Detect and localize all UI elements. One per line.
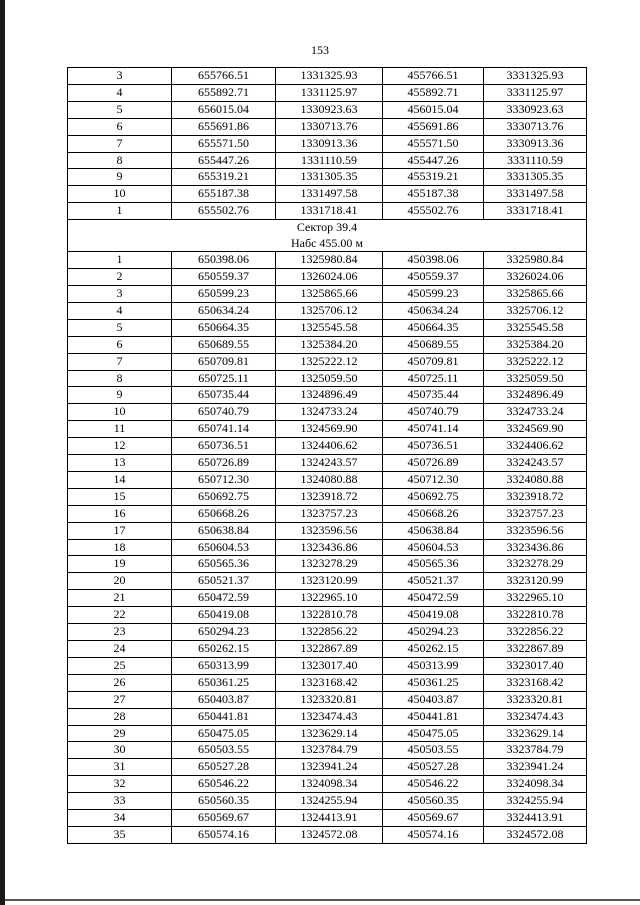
x-coordinate-cell: 650546.22	[172, 776, 276, 793]
y-coordinate-cell: 1326024.06	[276, 269, 383, 286]
y-local-coordinate-cell: 3325545.58	[484, 319, 587, 336]
table-row	[68, 319, 587, 336]
x-coordinate-cell: 655187.38	[172, 186, 276, 203]
x-coordinate-cell: 650560.35	[172, 793, 276, 810]
point-number-cell: 7	[68, 135, 172, 152]
y-coordinate-cell: 1331325.93	[276, 68, 383, 85]
x-local-coordinate-cell: 450361.25	[383, 674, 484, 691]
x-local-coordinate-cell: 450262.15	[383, 641, 484, 658]
x-coordinate-cell: 650689.55	[172, 336, 276, 353]
sector-subtitle: Набс 455.00 м	[290, 235, 364, 250]
y-local-coordinate-cell: 3323941.24	[484, 759, 587, 776]
point-number-cell: 7	[68, 353, 172, 370]
y-local-coordinate-cell: 3324733.24	[484, 404, 587, 421]
point-number-cell: 3	[68, 68, 172, 85]
table-row	[68, 776, 587, 793]
x-coordinate-cell: 650262.15	[172, 641, 276, 658]
x-local-coordinate-cell: 450398.06	[383, 252, 484, 269]
y-local-coordinate-cell: 3323474.43	[484, 708, 587, 725]
table-row	[68, 285, 587, 302]
y-coordinate-cell: 1331497.58	[276, 186, 383, 203]
y-local-coordinate-cell: 3324413.91	[484, 810, 587, 827]
point-number-cell: 30	[68, 742, 172, 759]
x-coordinate-cell: 655691.86	[172, 118, 276, 135]
y-coordinate-cell: 1323918.72	[276, 488, 383, 505]
table-row	[68, 152, 587, 169]
y-coordinate-cell: 1331110.59	[276, 152, 383, 169]
y-coordinate-cell: 1324733.24	[276, 404, 383, 421]
table-row	[68, 169, 587, 186]
table-block-2	[68, 252, 587, 844]
y-local-coordinate-cell: 3325865.66	[484, 285, 587, 302]
y-coordinate-cell: 1324572.08	[276, 826, 383, 843]
y-coordinate-cell: 1322965.10	[276, 590, 383, 607]
x-local-coordinate-cell: 450472.59	[383, 590, 484, 607]
y-coordinate-cell: 1325384.20	[276, 336, 383, 353]
x-local-coordinate-cell: 450521.37	[383, 573, 484, 590]
x-coordinate-cell: 650668.26	[172, 505, 276, 522]
y-local-coordinate-cell: 3331305.35	[484, 169, 587, 186]
y-local-coordinate-cell: 3323596.56	[484, 522, 587, 539]
y-coordinate-cell: 1330713.76	[276, 118, 383, 135]
y-local-coordinate-cell: 3331110.59	[484, 152, 587, 169]
table-row	[68, 387, 587, 404]
point-number-cell: 20	[68, 573, 172, 590]
x-local-coordinate-cell: 450527.28	[383, 759, 484, 776]
table-row	[68, 186, 587, 203]
point-number-cell: 2	[68, 269, 172, 286]
x-coordinate-cell: 655892.71	[172, 84, 276, 101]
x-coordinate-cell: 650634.24	[172, 302, 276, 319]
x-coordinate-cell: 650726.89	[172, 455, 276, 472]
point-number-cell: 5	[68, 319, 172, 336]
point-number-cell: 4	[68, 302, 172, 319]
x-coordinate-cell: 650503.55	[172, 742, 276, 759]
y-local-coordinate-cell: 3323757.23	[484, 505, 587, 522]
y-coordinate-cell: 1331718.41	[276, 203, 383, 220]
x-local-coordinate-cell: 450725.11	[383, 370, 484, 387]
x-coordinate-cell: 650361.25	[172, 674, 276, 691]
point-number-cell: 5	[68, 101, 172, 118]
y-local-coordinate-cell: 3330913.36	[484, 135, 587, 152]
x-local-coordinate-cell: 450565.36	[383, 556, 484, 573]
x-coordinate-cell: 655766.51	[172, 68, 276, 85]
table-row	[68, 742, 587, 759]
y-coordinate-cell: 1322867.89	[276, 641, 383, 658]
table-row	[68, 302, 587, 319]
point-number-cell: 19	[68, 556, 172, 573]
x-coordinate-cell: 655447.26	[172, 152, 276, 169]
table-row	[68, 725, 587, 742]
y-coordinate-cell: 1324098.34	[276, 776, 383, 793]
table-row	[68, 404, 587, 421]
point-number-cell: 27	[68, 691, 172, 708]
x-local-coordinate-cell: 450740.79	[383, 404, 484, 421]
y-local-coordinate-cell: 3324572.08	[484, 826, 587, 843]
y-local-coordinate-cell: 3331325.93	[484, 68, 587, 85]
table-row	[68, 252, 587, 269]
y-coordinate-cell: 1323436.86	[276, 539, 383, 556]
x-coordinate-cell: 656015.04	[172, 101, 276, 118]
y-local-coordinate-cell: 3331497.58	[484, 186, 587, 203]
y-coordinate-cell: 1330923.63	[276, 101, 383, 118]
table-row	[68, 641, 587, 658]
table-row	[68, 135, 587, 152]
y-coordinate-cell: 1325865.66	[276, 285, 383, 302]
table-row	[68, 505, 587, 522]
x-local-coordinate-cell: 450475.05	[383, 725, 484, 742]
x-local-coordinate-cell: 450503.55	[383, 742, 484, 759]
point-number-cell: 1	[68, 203, 172, 220]
point-number-cell: 26	[68, 674, 172, 691]
scan-left-edge	[0, 0, 5, 905]
y-local-coordinate-cell: 3323784.79	[484, 742, 587, 759]
y-local-coordinate-cell: 3322965.10	[484, 590, 587, 607]
x-coordinate-cell: 650398.06	[172, 252, 276, 269]
x-coordinate-cell: 650709.81	[172, 353, 276, 370]
table-row	[68, 759, 587, 776]
y-local-coordinate-cell: 3323017.40	[484, 657, 587, 674]
table-row	[68, 556, 587, 573]
x-coordinate-cell: 650559.37	[172, 269, 276, 286]
x-local-coordinate-cell: 450741.14	[383, 421, 484, 438]
y-coordinate-cell: 1323120.99	[276, 573, 383, 590]
x-coordinate-cell: 650692.75	[172, 488, 276, 505]
y-local-coordinate-cell: 3323436.86	[484, 539, 587, 556]
x-local-coordinate-cell: 450441.81	[383, 708, 484, 725]
y-coordinate-cell: 1323596.56	[276, 522, 383, 539]
table-row	[68, 203, 587, 220]
y-local-coordinate-cell: 3322867.89	[484, 641, 587, 658]
y-local-coordinate-cell: 3322856.22	[484, 624, 587, 641]
y-local-coordinate-cell: 3325222.12	[484, 353, 587, 370]
x-coordinate-cell: 650599.23	[172, 285, 276, 302]
y-local-coordinate-cell: 3324080.88	[484, 471, 587, 488]
y-coordinate-cell: 1325059.50	[276, 370, 383, 387]
y-local-coordinate-cell: 3323278.29	[484, 556, 587, 573]
x-local-coordinate-cell: 450419.08	[383, 607, 484, 624]
x-local-coordinate-cell: 450634.24	[383, 302, 484, 319]
y-local-coordinate-cell: 3323629.14	[484, 725, 587, 742]
point-number-cell: 24	[68, 641, 172, 658]
x-local-coordinate-cell: 455766.51	[383, 68, 484, 85]
y-local-coordinate-cell: 3323320.81	[484, 691, 587, 708]
point-number-cell: 8	[68, 370, 172, 387]
point-number-cell: 29	[68, 725, 172, 742]
x-local-coordinate-cell: 450559.37	[383, 269, 484, 286]
y-coordinate-cell: 1324406.62	[276, 438, 383, 455]
table-row	[68, 336, 587, 353]
y-coordinate-cell: 1324080.88	[276, 471, 383, 488]
point-number-cell: 6	[68, 118, 172, 135]
x-local-coordinate-cell: 455691.86	[383, 118, 484, 135]
x-local-coordinate-cell: 450403.87	[383, 691, 484, 708]
y-local-coordinate-cell: 3326024.06	[484, 269, 587, 286]
x-coordinate-cell: 650565.36	[172, 556, 276, 573]
y-coordinate-cell: 1323784.79	[276, 742, 383, 759]
y-coordinate-cell: 1323168.42	[276, 674, 383, 691]
table-block-1	[68, 68, 587, 220]
y-coordinate-cell: 1330913.36	[276, 135, 383, 152]
point-number-cell: 22	[68, 607, 172, 624]
point-number-cell: 12	[68, 438, 172, 455]
y-local-coordinate-cell: 3325980.84	[484, 252, 587, 269]
x-coordinate-cell: 650574.16	[172, 826, 276, 843]
y-local-coordinate-cell: 3323168.42	[484, 674, 587, 691]
y-local-coordinate-cell: 3322810.78	[484, 607, 587, 624]
point-number-cell: 32	[68, 776, 172, 793]
y-coordinate-cell: 1325545.58	[276, 319, 383, 336]
point-number-cell: 15	[68, 488, 172, 505]
y-coordinate-cell: 1331305.35	[276, 169, 383, 186]
x-coordinate-cell: 650736.51	[172, 438, 276, 455]
x-local-coordinate-cell: 450668.26	[383, 505, 484, 522]
y-local-coordinate-cell: 3323918.72	[484, 488, 587, 505]
x-local-coordinate-cell: 450736.51	[383, 438, 484, 455]
y-coordinate-cell: 1324255.94	[276, 793, 383, 810]
point-number-cell: 6	[68, 336, 172, 353]
y-local-coordinate-cell: 3324896.49	[484, 387, 587, 404]
table-row	[68, 269, 587, 286]
x-local-coordinate-cell: 450546.22	[383, 776, 484, 793]
table-row	[68, 573, 587, 590]
y-local-coordinate-cell: 3331125.97	[484, 84, 587, 101]
point-number-cell: 21	[68, 590, 172, 607]
point-number-cell: 34	[68, 810, 172, 827]
point-number-cell: 18	[68, 539, 172, 556]
point-number-cell: 13	[68, 455, 172, 472]
x-local-coordinate-cell: 450294.23	[383, 624, 484, 641]
point-number-cell: 17	[68, 522, 172, 539]
sector-header-block	[68, 220, 587, 252]
x-local-coordinate-cell: 450692.75	[383, 488, 484, 505]
x-local-coordinate-cell: 455447.26	[383, 152, 484, 169]
x-coordinate-cell: 650735.44	[172, 387, 276, 404]
y-local-coordinate-cell: 3330713.76	[484, 118, 587, 135]
table-row	[68, 607, 587, 624]
scan-bottom-edge	[5, 899, 640, 901]
table-row	[68, 118, 587, 135]
point-number-cell: 10	[68, 186, 172, 203]
point-number-cell: 9	[68, 387, 172, 404]
point-number-cell: 33	[68, 793, 172, 810]
y-local-coordinate-cell: 3324406.62	[484, 438, 587, 455]
table-row	[68, 488, 587, 505]
y-coordinate-cell: 1324413.91	[276, 810, 383, 827]
x-coordinate-cell: 650294.23	[172, 624, 276, 641]
table-row	[68, 370, 587, 387]
y-coordinate-cell: 1324569.90	[276, 421, 383, 438]
point-number-cell: 16	[68, 505, 172, 522]
y-coordinate-cell: 1323474.43	[276, 708, 383, 725]
page-number: 153	[311, 43, 329, 57]
y-coordinate-cell: 1323941.24	[276, 759, 383, 776]
table-row	[68, 438, 587, 455]
y-local-coordinate-cell: 3330923.63	[484, 101, 587, 118]
table-row	[68, 84, 587, 101]
x-coordinate-cell: 650569.67	[172, 810, 276, 827]
point-number-cell: 3	[68, 285, 172, 302]
point-number-cell: 4	[68, 84, 172, 101]
y-coordinate-cell: 1322856.22	[276, 624, 383, 641]
table-row	[68, 826, 587, 843]
point-number-cell: 23	[68, 624, 172, 641]
x-coordinate-cell: 650740.79	[172, 404, 276, 421]
y-local-coordinate-cell: 3325059.50	[484, 370, 587, 387]
point-number-cell: 28	[68, 708, 172, 725]
x-local-coordinate-cell: 450313.99	[383, 657, 484, 674]
y-coordinate-cell: 1324243.57	[276, 455, 383, 472]
x-local-coordinate-cell: 455502.76	[383, 203, 484, 220]
x-coordinate-cell: 650419.08	[172, 607, 276, 624]
x-coordinate-cell: 650472.59	[172, 590, 276, 607]
x-coordinate-cell: 650475.05	[172, 725, 276, 742]
y-coordinate-cell: 1325222.12	[276, 353, 383, 370]
point-number-cell: 11	[68, 421, 172, 438]
x-local-coordinate-cell: 450599.23	[383, 285, 484, 302]
point-number-cell: 35	[68, 826, 172, 843]
y-local-coordinate-cell: 3324243.57	[484, 455, 587, 472]
x-coordinate-cell: 655502.76	[172, 203, 276, 220]
point-number-cell: 9	[68, 169, 172, 186]
y-local-coordinate-cell: 3325384.20	[484, 336, 587, 353]
y-local-coordinate-cell: 3331718.41	[484, 203, 587, 220]
table-row	[68, 708, 587, 725]
y-coordinate-cell: 1325980.84	[276, 252, 383, 269]
x-local-coordinate-cell: 455892.71	[383, 84, 484, 101]
table-row	[68, 421, 587, 438]
x-local-coordinate-cell: 455319.21	[383, 169, 484, 186]
x-local-coordinate-cell: 450712.30	[383, 471, 484, 488]
point-number-cell: 14	[68, 471, 172, 488]
y-coordinate-cell: 1325706.12	[276, 302, 383, 319]
y-coordinate-cell: 1324896.49	[276, 387, 383, 404]
x-coordinate-cell: 650712.30	[172, 471, 276, 488]
x-local-coordinate-cell: 456015.04	[383, 101, 484, 118]
x-coordinate-cell: 650521.37	[172, 573, 276, 590]
y-coordinate-cell: 1323017.40	[276, 657, 383, 674]
table-row	[68, 590, 587, 607]
point-number-cell: 1	[68, 252, 172, 269]
x-local-coordinate-cell: 450689.55	[383, 336, 484, 353]
x-coordinate-cell: 650441.81	[172, 708, 276, 725]
y-coordinate-cell: 1323629.14	[276, 725, 383, 742]
y-coordinate-cell: 1322810.78	[276, 607, 383, 624]
table-row	[68, 539, 587, 556]
table-row	[68, 793, 587, 810]
x-coordinate-cell: 650604.53	[172, 539, 276, 556]
table-row	[68, 674, 587, 691]
y-local-coordinate-cell: 3324569.90	[484, 421, 587, 438]
x-local-coordinate-cell: 450638.84	[383, 522, 484, 539]
x-coordinate-cell: 650313.99	[172, 657, 276, 674]
table-row	[68, 101, 587, 118]
sector-header-row	[68, 220, 587, 252]
point-number-cell: 8	[68, 152, 172, 169]
sector-title: Сектор 39.4	[296, 220, 358, 235]
table-row	[68, 810, 587, 827]
point-number-cell: 25	[68, 657, 172, 674]
x-local-coordinate-cell: 450726.89	[383, 455, 484, 472]
y-local-coordinate-cell: 3323120.99	[484, 573, 587, 590]
table-row	[68, 68, 587, 85]
x-local-coordinate-cell: 455187.38	[383, 186, 484, 203]
point-number-cell: 10	[68, 404, 172, 421]
y-coordinate-cell: 1331125.97	[276, 84, 383, 101]
x-local-coordinate-cell: 450560.35	[383, 793, 484, 810]
y-coordinate-cell: 1323320.81	[276, 691, 383, 708]
table-row	[68, 522, 587, 539]
table-row	[68, 471, 587, 488]
point-number-cell: 31	[68, 759, 172, 776]
x-local-coordinate-cell: 450574.16	[383, 826, 484, 843]
y-coordinate-cell: 1323757.23	[276, 505, 383, 522]
x-local-coordinate-cell: 450709.81	[383, 353, 484, 370]
x-coordinate-cell: 655319.21	[172, 169, 276, 186]
y-coordinate-cell: 1323278.29	[276, 556, 383, 573]
table-row	[68, 657, 587, 674]
x-coordinate-cell: 650741.14	[172, 421, 276, 438]
table-row	[68, 624, 587, 641]
sector-header-cell	[68, 220, 587, 252]
x-coordinate-cell: 650527.28	[172, 759, 276, 776]
table-row	[68, 691, 587, 708]
y-local-coordinate-cell: 3324098.34	[484, 776, 587, 793]
y-local-coordinate-cell: 3325706.12	[484, 302, 587, 319]
table-row	[68, 353, 587, 370]
x-local-coordinate-cell: 450735.44	[383, 387, 484, 404]
x-local-coordinate-cell: 455571.50	[383, 135, 484, 152]
table-row	[68, 455, 587, 472]
x-local-coordinate-cell: 450604.53	[383, 539, 484, 556]
x-local-coordinate-cell: 450569.67	[383, 810, 484, 827]
x-coordinate-cell: 650725.11	[172, 370, 276, 387]
x-coordinate-cell: 655571.50	[172, 135, 276, 152]
x-coordinate-cell: 650403.87	[172, 691, 276, 708]
y-local-coordinate-cell: 3324255.94	[484, 793, 587, 810]
x-coordinate-cell: 650638.84	[172, 522, 276, 539]
coordinates-table	[67, 67, 587, 844]
x-coordinate-cell: 650664.35	[172, 319, 276, 336]
x-local-coordinate-cell: 450664.35	[383, 319, 484, 336]
